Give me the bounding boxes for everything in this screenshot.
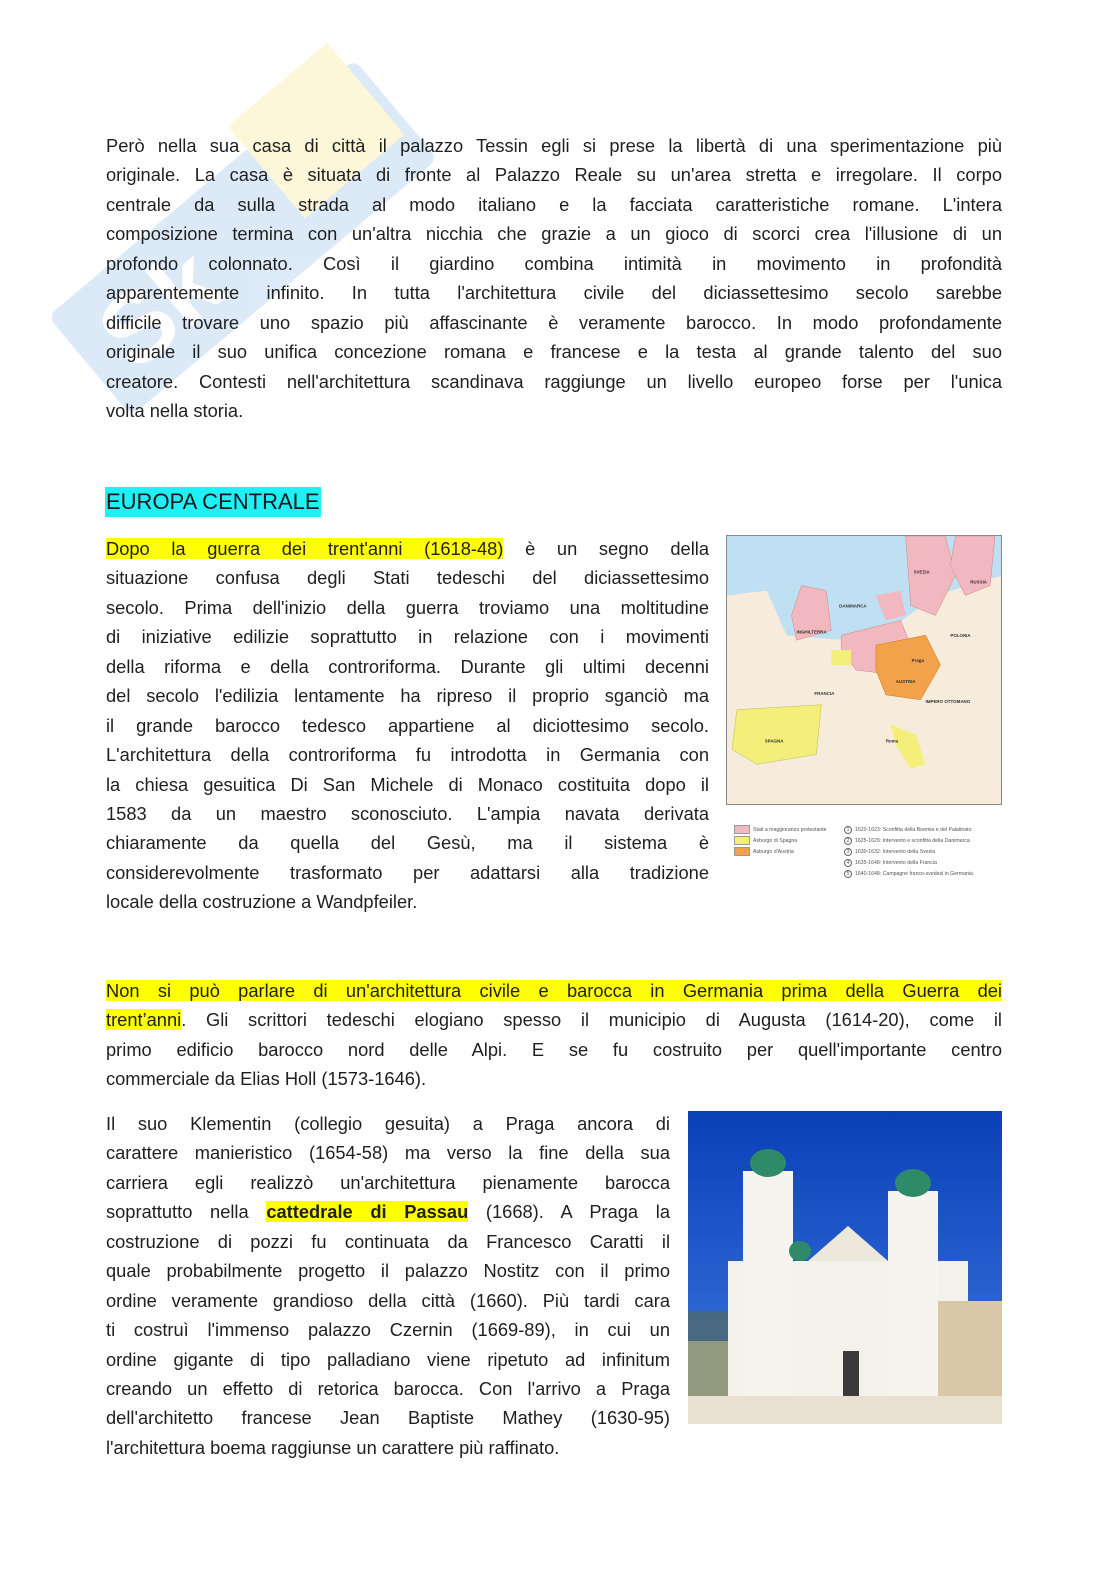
legend-swatch	[734, 825, 750, 834]
legend-event	[844, 824, 1004, 835]
text-line: del secolo l'edilizia lentamente ha ripreso il proprio sganciò ma	[106, 685, 709, 707]
event-number: 5	[844, 870, 852, 878]
text-line: apparentemente infinito. In tutta l'architettura civile del diciassettesimo secolo sarebbe	[106, 282, 1002, 304]
text-line: della riforma e della controriforma. Durante gli ultimi decenni	[106, 655, 709, 677]
text-line	[106, 1197, 670, 1226]
text-line: la chiesa gesuitica Di San Michele di Monaco costituita dopo il	[106, 773, 709, 795]
event-label: 1625-1629: Intervento e sconfitta della Danimarca	[855, 837, 970, 844]
section-heading-europa-centrale: EUROPA CENTRALE	[105, 487, 321, 517]
event-label: 1635-1648: Intervento della Francia	[855, 859, 937, 866]
text-line: Però nella sua casa di città il palazzo Tessin egli si prese la libertà di una sperimentazione più	[106, 135, 1002, 156]
text-segment: (1668). A Praga la	[468, 1201, 670, 1223]
text-line	[106, 534, 709, 563]
text-line: 1583 da un maestro sconosciuto. L'ampia navata derivata	[106, 802, 709, 824]
map-label-inghilterra: INGHILTERRA	[796, 629, 827, 635]
map-label-praga: Praga	[911, 658, 925, 664]
paragraph-guerra-trent-anni	[106, 534, 709, 917]
legend-label: Stati a maggioranza protestante	[753, 826, 827, 833]
text-line: ordine gigante di tipo palladiano viene ripetuto ad infinitum	[106, 1348, 670, 1370]
text-segment: soprattutto nella	[106, 1201, 267, 1223]
text-line: primo edificio barocco nord delle Alpi. E se fu costruito per quell'importante centro	[106, 1038, 1002, 1060]
paragraph-architettura-civile-germania	[106, 976, 1002, 1094]
map-label-svezia: SVEZIA	[913, 569, 930, 575]
text-line: difficile trovare uno spazio più affascinante è veramente barocco. In modo profondamente	[106, 311, 1002, 333]
text-segment: è un segno della	[503, 538, 709, 559]
text-line: dell'architetto francese Jean Baptiste Mathey (1630-95)	[106, 1407, 670, 1429]
event-number: 2	[844, 837, 852, 845]
text-line: secolo. Prima dell'inizio della guerra troviamo una moltitudine	[106, 596, 709, 618]
legend-label: Asburgo d'Austria	[753, 848, 794, 855]
text-line: carattere manieristico (1654-58) ma verso la fine della sua	[106, 1142, 670, 1164]
text-line: ti costruì l'immenso palazzo Czernin (1669-89), in cui un	[106, 1319, 670, 1341]
map-label-danimarca: DANIMARCA	[839, 603, 867, 609]
paragraph-palazzo-tessin	[106, 131, 1002, 425]
text-line: centrale da sulla strada al modo italiano e la facciata caratteristiche romane. L'intera	[106, 193, 1002, 215]
map-label-francia: FRANCIA	[814, 690, 835, 696]
photo-passau-cathedral	[688, 1111, 1002, 1424]
text-line: carriera egli realizzò un'architettura pienamente barocca	[106, 1171, 670, 1193]
legend-event	[844, 857, 1004, 868]
legend-event	[844, 835, 1004, 846]
event-label: 1630-1632: Intervento della Svezia	[855, 848, 936, 855]
highlighted-text: Non si può parlare di un'architettura civile e barocca in Germania prima della Guerra dei	[106, 980, 1002, 1001]
text-line: originale il suo unifica concezione romana e francese e la testa al grande talento del suo	[106, 341, 1002, 363]
text-line: composizione termina con un'altra nicchia che grazie a un gioco di scorci crea l'illusione di un	[106, 223, 1002, 245]
event-number: 3	[844, 848, 852, 856]
legend-swatch	[734, 836, 750, 845]
map-label-spagna: SPAGNA	[764, 738, 784, 744]
map-label-roma: Roma	[885, 738, 899, 744]
map-label-polonia: POLONIA	[950, 633, 971, 639]
text-line: commerciale da Elias Holl (1573-1646).	[106, 1068, 427, 1090]
text-line: ordine veramente grandioso della città (1660). Più tardi cara	[106, 1289, 670, 1311]
legend-swatch	[734, 847, 750, 856]
legend-item	[734, 824, 834, 835]
map-label-russia: RUSSIA	[970, 579, 988, 585]
legend-event	[844, 868, 1004, 879]
text-line: chiaramente da quella del Gesù, ma il sistema è	[106, 832, 709, 854]
text-line: di iniziative edilizie soprattutto in relazione con i movimenti	[106, 626, 709, 648]
map-label-impero-ottomano: IMPERO OTTOMANO	[925, 698, 971, 704]
highlighted-text: cattedrale di Passau	[266, 1201, 469, 1223]
svg-text:Sk: Sk	[77, 226, 243, 391]
event-number: 4	[844, 859, 852, 867]
text-segment: . Gli scrittori tedeschi elogiano spesso il municipio di Augusta (1614-20), come il	[181, 1009, 1002, 1031]
text-line: profondo colonnato. Così il giardino combina intimità in movimento in profondità	[106, 252, 1002, 274]
map-legend	[734, 824, 1002, 892]
text-line: l'architettura boema raggiunse un carattere più raffinato.	[106, 1436, 560, 1458]
text-line: L'architettura della controriforma fu introdotta in Germania con	[106, 744, 709, 766]
text-line	[106, 1005, 1002, 1034]
text-line: il grande barocco tedesco appartiene al diciottesimo secolo.	[106, 714, 709, 736]
legend-item	[734, 835, 834, 846]
text-line: situazione confusa degli Stati tedeschi del diciassettesimo	[106, 567, 709, 589]
text-line: costruzione di pozzi fu continuata da Francesco Caratti il	[106, 1230, 670, 1252]
map-label-austria: AUSTRIA	[895, 678, 916, 684]
legend-label: Asburgo di Spagna	[753, 837, 798, 844]
text-line: volta nella storia.	[106, 399, 244, 421]
event-label: 1620-1623: Sconfitta della Boemia e del Palatinato	[855, 826, 972, 833]
legend-event	[844, 846, 1004, 857]
text-line: creando un effetto di retorica barocca. Con l'arrivo a Praga	[106, 1377, 670, 1399]
event-number: 1	[844, 826, 852, 834]
legend-item	[734, 846, 834, 857]
highlighted-text: Dopo la guerra dei trent'anni (1618-48)	[106, 538, 504, 559]
text-line: locale della costruzione a Wandpfeiler.	[106, 891, 418, 913]
text-line: quale probabilmente progetto il palazzo Nostitz con il primo	[106, 1260, 670, 1282]
text-line: Il suo Klementin (collegio gesuita) a Praga ancora di	[106, 1113, 670, 1134]
event-label: 1640-1648: Campagne franco-svedesi in Germania	[855, 870, 973, 877]
highlighted-text: trent’anni	[106, 1009, 182, 1031]
text-line: considerevolmente trasformato per adattarsi alla tradizione	[106, 861, 709, 883]
text-line	[106, 976, 1002, 1005]
text-line: creatore. Contesti nell'architettura scandinava raggiunge un livello europeo forse per l'unica	[106, 370, 1002, 392]
map-europe-thirty-years-war	[726, 535, 1002, 805]
text-line: originale. La casa è situata di fronte al Palazzo Reale su un'area stretta e irregolare. Il corpo	[106, 164, 1002, 186]
paragraph-klementin-passau	[106, 1109, 670, 1462]
